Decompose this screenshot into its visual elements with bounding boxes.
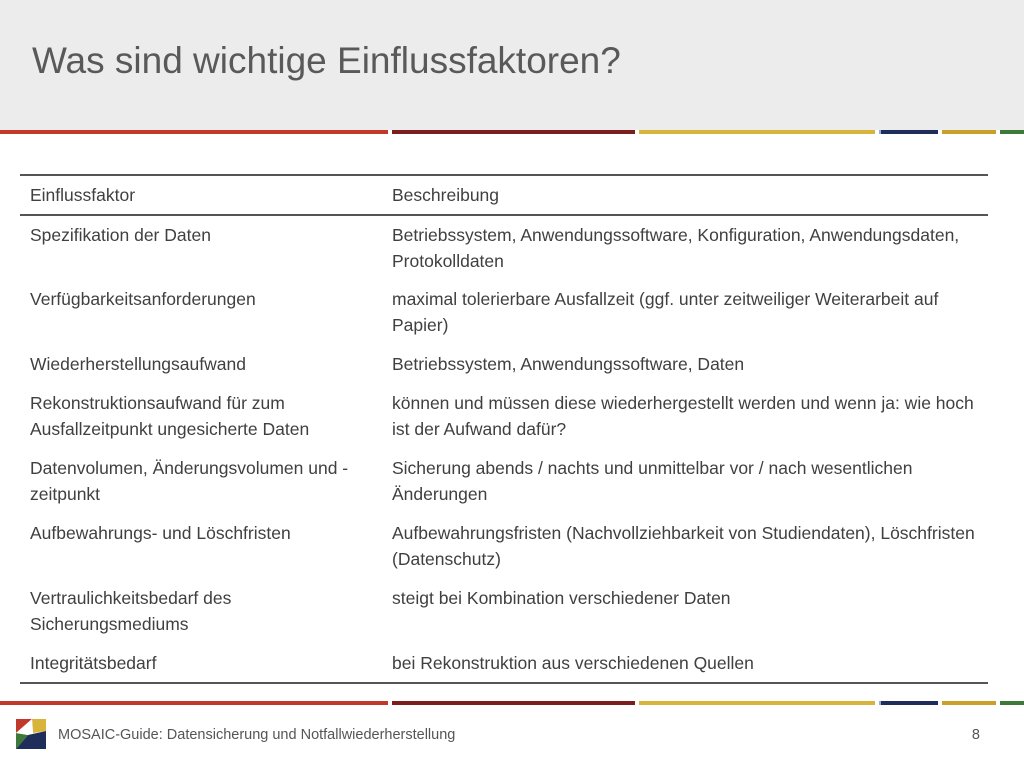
table-row [20,280,988,345]
slide-title: Was sind wichtige Einflussfaktoren? [32,40,621,81]
header-description: Beschreibung [392,185,500,205]
slide-header [0,0,1024,130]
factor-cell: Wiederherstellungsaufwand [30,354,246,374]
description-cell: steigt bei Kombination verschiedener Daten [392,588,731,608]
table-row [20,215,988,280]
table-row [20,514,988,579]
footer-text: MOSAIC-Guide: Datensicherung und Notfallwiederherstellung [58,727,456,743]
factor-cell: Rekonstruktionsaufwand für zum Ausfallzeitpunkt ungesicherte Daten [30,393,310,439]
factor-cell: Datenvolumen, Änderungsvolumen und -zeitpunkt [30,458,349,504]
table-row [20,449,988,514]
table-row [20,644,988,683]
description-cell: bei Rekonstruktion aus verschiedenen Quellen [392,653,754,673]
table-header-row [20,175,988,215]
description-cell: Sicherung abends / nachts und unmittelbar vor / nach wesentlichen Änderungen [392,458,913,504]
factor-cell: Verfügbarkeitsanforderungen [30,289,256,309]
header-factor: Einflussfaktor [30,185,136,205]
factor-cell: Vertraulichkeitsbedarf des Sicherungsmediums [30,588,232,634]
factor-cell: Aufbewahrungs- und Löschfristen [30,523,291,543]
description-cell: Betriebssystem, Anwendungssoftware, Daten [392,354,745,374]
factor-cell: Spezifikation der Daten [30,225,211,245]
table-row [20,345,988,384]
table-row [20,579,988,644]
page-number: 8 [971,727,980,743]
footer-color-stripe [0,701,1024,705]
factor-cell: Integritätsbedarf [30,653,157,673]
mosaic-logo-icon [16,719,46,749]
description-cell: Betriebssystem, Anwendungssoftware, Konfiguration, Anwendungsdaten, Protokolldaten [392,225,960,271]
table-row [20,384,988,449]
factors-table [20,174,988,684]
description-cell: Aufbewahrungsfristen (Nachvollziehbarkeit von Studiendaten), Löschfristen (Datenschutz) [392,523,975,569]
description-cell: maximal tolerierbare Ausfallzeit (ggf. unter zeitweiliger Weiterarbeit auf Papier) [392,289,939,335]
description-cell: können und müssen diese wiederhergestellt werden und wenn ja: wie hoch ist der Aufwand dafür? [392,393,974,439]
header-color-stripe [0,130,1024,134]
